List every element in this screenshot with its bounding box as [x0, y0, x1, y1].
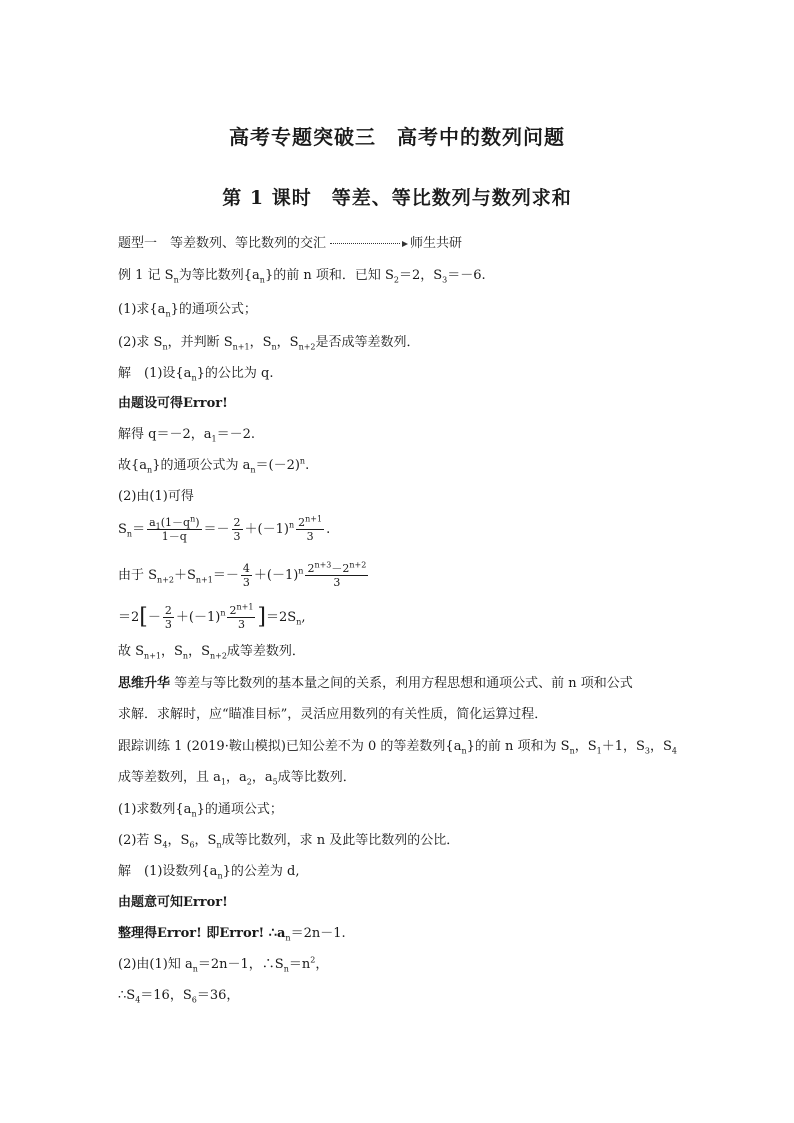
fraction: $\frac{2^{n+1}}{3}$ — [298, 514, 323, 543]
practice-solution-head: 解 (1)设数列$\{a_n\}$的公差为 d, — [118, 864, 300, 881]
q-text: ，S — [249, 335, 272, 350]
stem-text: ＝2，S — [398, 268, 443, 283]
sol-text: 成等差数列． — [226, 644, 305, 659]
stem-text: }的前 n 项和．已知 S — [264, 268, 394, 283]
practice-text: ，a — [225, 770, 247, 785]
example-stem: 例 1 记 $S_n$为等比数列$\{a_n\}$的前 n 项和．已知 $S_2=2$，$S_3=-6$. — [118, 268, 486, 285]
practice-line-2: 成等差数列，且 $a_1$，$a_2$，$a_5$成等比数列． — [118, 770, 356, 787]
stem-text: 记 S — [147, 268, 174, 283]
arrow-icon — [402, 241, 408, 247]
practice-text: 成等比数列． — [277, 770, 356, 785]
sol-text: 解 (1)设{a — [118, 366, 192, 381]
practice-text: ＋1，S — [601, 739, 645, 754]
practice-line-1: 跟踪训练 1 (2019·鞍山模拟)已知公差不为 0 的等差数列$\{a_n\}$的前 n 项和为 $S_n$，$S_1+1$，$S_3$，$S_4$ — [118, 739, 677, 756]
q-text: }的通项公式； — [170, 302, 257, 317]
practice-text: 跟踪训练 1 (2019·鞍山模拟)已知公差不为 0 的等差数列{a — [118, 739, 462, 754]
example-lead: 例 1 — [118, 268, 144, 283]
question-2: (2)求 $S_n$，并判断 $S_{n+1}$，$S_n$，$S_{n+2}$是否成等差数列． — [118, 335, 420, 352]
sol-text: ∴S — [118, 988, 136, 1003]
sol-text: ＝36， — [196, 988, 240, 1003]
sol-text: 整理得Error! 即Error! ∴a — [118, 926, 286, 941]
sol-text: ＝2n－1，∴S — [197, 957, 284, 972]
question-1: (1)求$\{a_n\}$的通项公式； — [118, 302, 257, 319]
sol-text: 解 (1)设数列{a — [118, 864, 218, 879]
sol-text: ＝－2. — [216, 427, 255, 442]
part2-head: (2)由(1)可得 — [118, 489, 194, 504]
q-text: ，并判断 S — [167, 335, 233, 350]
sol-text: 解得 q＝－2，a — [118, 427, 212, 442]
sol-text: }的公比为 q. — [196, 366, 274, 381]
sol-text: 故 S — [118, 644, 145, 659]
practice-system-line: 由题意可知Error! — [118, 895, 228, 910]
sol-text: 故{a — [118, 458, 148, 473]
summary-line-2: 求解．求解时，应“瞄准目标”，灵活应用数列的有关性质，简化运算过程． — [118, 707, 548, 722]
fraction: $\frac{2}{3}$ — [233, 516, 241, 543]
since-formula: 由于 $S_{n+2}+S_{n+1}=-$ $\frac{4}{3}$ $+(-1)^n$ $\frac{2^{n+3}-2^{n+2}}{3}$ — [118, 560, 367, 589]
practice-text: 成等差数列，且 a — [118, 770, 221, 785]
dotted-arrow-line — [330, 243, 400, 244]
sum-formula: $S_n=$ $\frac{a_1(1-q^n)}{1-q}$ ＝－ $\frac{2}{3}$ $+(-1)^n$ $\frac{2^{n+1}}{3}$ . — [118, 514, 331, 543]
stem-text: ＝－6. — [447, 268, 486, 283]
summary-text: 等差与等比数列的基本量之间的关系，利用方程思想和通项公式、前 n 项和公式 — [174, 676, 633, 691]
sol-text: ＝(－2) — [255, 458, 300, 473]
q-text: 是否成等差数列． — [315, 335, 420, 350]
formula-line: 故$\{a_n\}$的通项公式为 $a_n=(-2)^n$. — [118, 456, 310, 475]
sol-text: }的通项公式为 a — [152, 458, 251, 473]
section-tag: 师生共研 — [410, 236, 463, 251]
practice-text: }的前 n 项和为 S — [466, 739, 570, 754]
sol-text: ＝n — [288, 957, 311, 972]
sol-text: (2)由(1)知 a — [118, 957, 193, 972]
q-text: }的通项公式； — [196, 802, 283, 817]
summary-line-1 — [118, 676, 633, 692]
practice-text: ，S — [574, 739, 597, 754]
sol-text: 由于 S — [118, 568, 158, 583]
practice-text: ，a — [251, 770, 273, 785]
practice-last-line: $\therefore S_4=16$，$S_6=36$， — [118, 988, 240, 1005]
practice-q1: (1)求数列$\{a_n\}$的通项公式； — [118, 802, 283, 819]
q-text: ，S — [276, 335, 299, 350]
q-text: 成等比数列，求 n 及此等比数列的公比． — [221, 833, 460, 848]
page-title: 高考专题突破三 高考中的数列问题 — [229, 125, 565, 149]
lesson-subtitle: 第 1 课时 等差、等比数列与数列求和 — [222, 187, 572, 209]
fraction: $\frac{2^{n+1}}{3}$ — [229, 602, 254, 631]
bracket-formula: ＝2[－ $\frac{2}{3}$ $+(-1)^n$ $\frac{2^{n+1}}{3}$ ]$=2S_n$, — [118, 602, 306, 631]
sol-text: ＝2n－1. — [290, 926, 346, 941]
solution-head: 解 (1)设$\{a_n\}$的公比为 q. — [118, 366, 274, 383]
solved-line: 解得 q＝－2，$a_1=-2$. — [118, 427, 255, 444]
fraction: $\frac{a_1(1-q^n)}{1-q}$ — [149, 514, 200, 543]
sol-text: }的公差为 d, — [222, 864, 300, 879]
fraction: $\frac{4}{3}$ — [242, 562, 250, 589]
q-text: (1)求数列{a — [118, 802, 192, 817]
section-label: 题型一 等差数列、等比数列的交汇 — [118, 236, 327, 251]
q-text: ，S — [194, 833, 217, 848]
system-line: 由题设可得Error! — [118, 396, 228, 411]
q-text: (2)若 S — [118, 833, 163, 848]
section-heading — [118, 236, 462, 252]
practice-part2: (2)由(1)知 $a_n=2n-1$，$\therefore S_n=n^2$， — [118, 955, 329, 974]
sol-text: ， — [315, 957, 329, 972]
q-text: (1)求{a — [118, 302, 166, 317]
q-text: ，S — [167, 833, 190, 848]
stem-text: 为等比数列{a — [178, 268, 260, 283]
q-text: (2)求 S — [118, 335, 163, 350]
summary-label: 思维升华 — [118, 676, 171, 691]
conclusion-line: 故 $S_{n+1}$，$S_n$，$S_{n+2}$成等差数列． — [118, 644, 305, 661]
practice-text: ，S — [650, 739, 672, 754]
practice-simplify-line: 整理得Error! 即Error! $\therefore a_n=2n-1$. — [118, 926, 346, 943]
fraction: $\frac{2}{3}$ — [164, 604, 172, 631]
practice-q2: (2)若 $S_4$，$S_6$，$S_n$成等比数列，求 n 及此等比数列的公比． — [118, 833, 460, 850]
sol-text: ＝16，S — [140, 988, 192, 1003]
fraction: $\frac{2^{n+3}-2^{n+2}}{3}$ — [307, 560, 367, 589]
